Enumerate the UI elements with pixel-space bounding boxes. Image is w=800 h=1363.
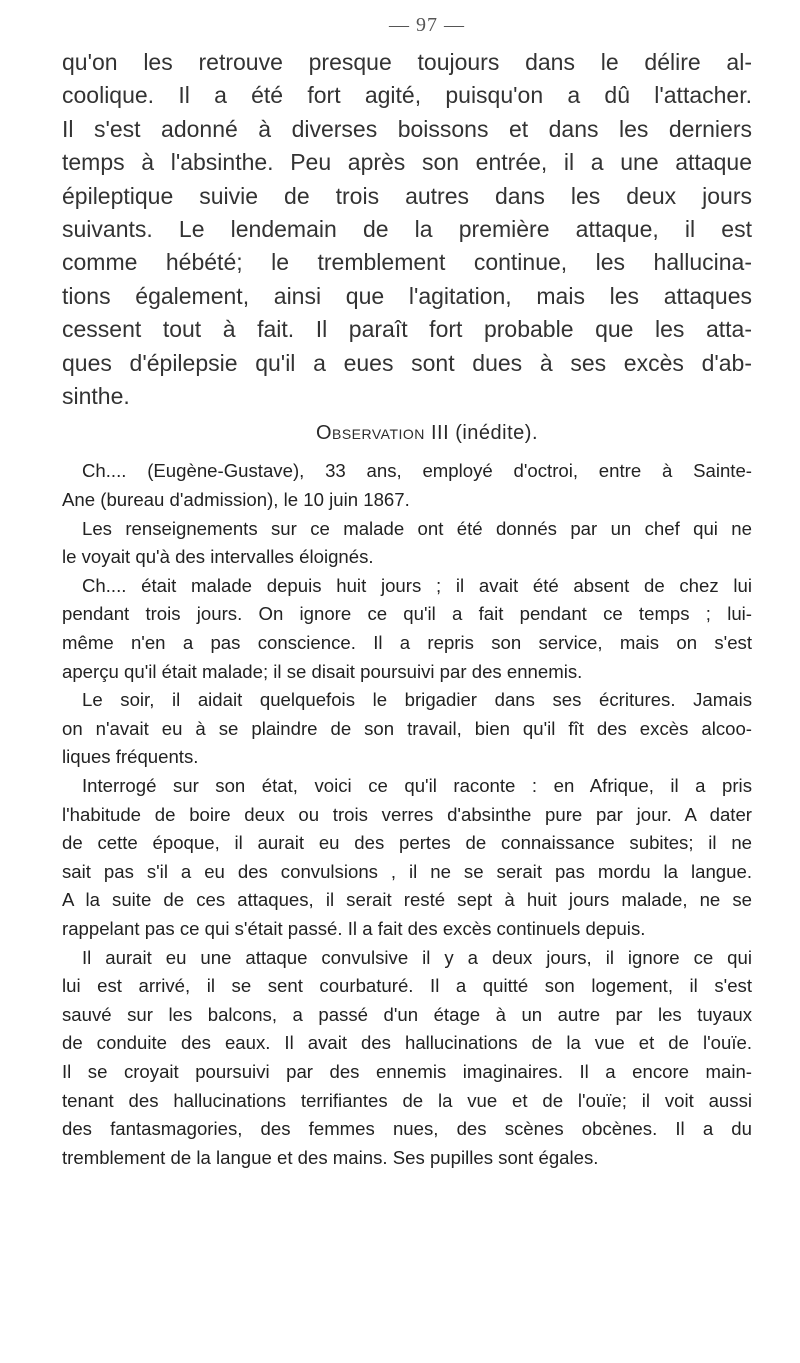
text-line: cessent tout à fait. Il paraît fort probable que les atta- bbox=[62, 316, 752, 343]
text-line: l'habitude de boire deux ou trois verres d'absinthe pure par jour. A dater bbox=[62, 803, 752, 825]
text-line: tremblement de la langue et des mains. Ses pupilles sont égales. bbox=[62, 1146, 599, 1168]
text-line: épileptique suivie de trois autres dans les deux jours bbox=[62, 182, 752, 209]
page-number: — 97 — bbox=[389, 14, 465, 36]
text-line: Il aurait eu une attaque convulsive il y a deux jours, il ignore ce qui bbox=[82, 946, 752, 968]
text-line: coolique. Il a été fort agité, puisqu'on a dû l'attacher. bbox=[62, 82, 752, 109]
text-line: Ch.... (Eugène-Gustave), 33 ans, employé d'octroi, entre à Sainte- bbox=[82, 460, 752, 482]
text-line: A la suite de ces attaques, il serait resté sept à huit jours malade, ne se bbox=[62, 889, 752, 911]
text-line: sait pas s'il a eu des convulsions , il ne se serait pas mordu la langue. bbox=[62, 860, 752, 882]
text-line: rappelant pas ce qui s'était passé. Il a fait des excès continuels depuis. bbox=[62, 917, 646, 939]
text-line: aperçu qu'il était malade; il se disait poursuivi par des ennemis. bbox=[62, 660, 583, 682]
text-line: tions également, ainsi que l'agitation, mais les attaques bbox=[62, 282, 752, 309]
text-line: Ane (bureau d'admission), le 10 juin 1867. bbox=[62, 489, 410, 511]
text-line: même n'en a pas conscience. Il a repris son service, mais on s'est bbox=[62, 632, 752, 654]
text-line: comme hébété; le tremblement continue, les hallucina- bbox=[62, 249, 752, 276]
text-line: ques d'épilepsie qu'il a eues sont dues à ses excès d'ab- bbox=[62, 349, 752, 376]
text-line: Interrogé sur son état, voici ce qu'il raconte : en Afrique, il a pris bbox=[82, 775, 752, 796]
text-line: pendant trois jours. On ignore ce qu'il a fait pendant ce temps ; lui- bbox=[62, 603, 752, 625]
observation-body bbox=[62, 457, 752, 1172]
text-line: tenant des hallucinations terrifiantes de la vue et de l'ouïe; il voit aussi bbox=[62, 1089, 752, 1111]
text-line: sauvé sur les balcons, a passé d'un étage à un autre par les tuyaux bbox=[62, 1003, 752, 1025]
text-line: Ch.... était malade depuis huit jours ; il avait été absent de chez lui bbox=[82, 574, 752, 596]
text-line: Il s'est adonné à diverses boissons et dans les derniers bbox=[62, 115, 752, 142]
text-line: de conduite des eaux. Il avait des hallucinations de la vue et de l'ouïe. bbox=[62, 1032, 752, 1054]
observation-heading-rest: III (inédite). bbox=[424, 422, 539, 445]
text-line: Le soir, il aidait quelquefois le brigadier dans ses écritures. Jamais bbox=[82, 689, 752, 711]
text-line: de cette époque, il aurait eu des pertes de connaissance subites; il ne bbox=[62, 832, 752, 854]
page-content bbox=[62, 14, 752, 1172]
text-line: qu'on les retrouve presque toujours dans le délire al- bbox=[62, 49, 752, 75]
text-line: temps à l'absinthe. Peu après son entrée, il a une attaque bbox=[62, 149, 752, 176]
text-line: suivants. Le lendemain de la première attaque, il est bbox=[62, 216, 752, 243]
intro-paragraph bbox=[62, 46, 752, 413]
observation-heading bbox=[102, 422, 752, 445]
text-line: on n'avait eu à se plaindre de son travail, bien qu'il fît des excès alcoo- bbox=[62, 717, 752, 739]
text-line: sinthe. bbox=[62, 383, 130, 410]
observation-heading-title: Observation bbox=[315, 422, 425, 445]
text-line: liques fréquents. bbox=[62, 746, 199, 768]
text-line: lui est arrivé, il se sent courbaturé. Il a quitté son logement, il s'est bbox=[62, 975, 752, 997]
text-line: Les renseignements sur ce malade ont été donnés par un chef qui ne bbox=[82, 517, 752, 539]
text-line: Il se croyait poursuivi par des ennemis imaginaires. Il a encore main- bbox=[62, 1060, 752, 1082]
text-line: le voyait qu'à des intervalles éloignés. bbox=[62, 546, 374, 568]
text-line: des fantasmagories, des femmes nues, des scènes obcènes. Il a du bbox=[62, 1118, 752, 1140]
